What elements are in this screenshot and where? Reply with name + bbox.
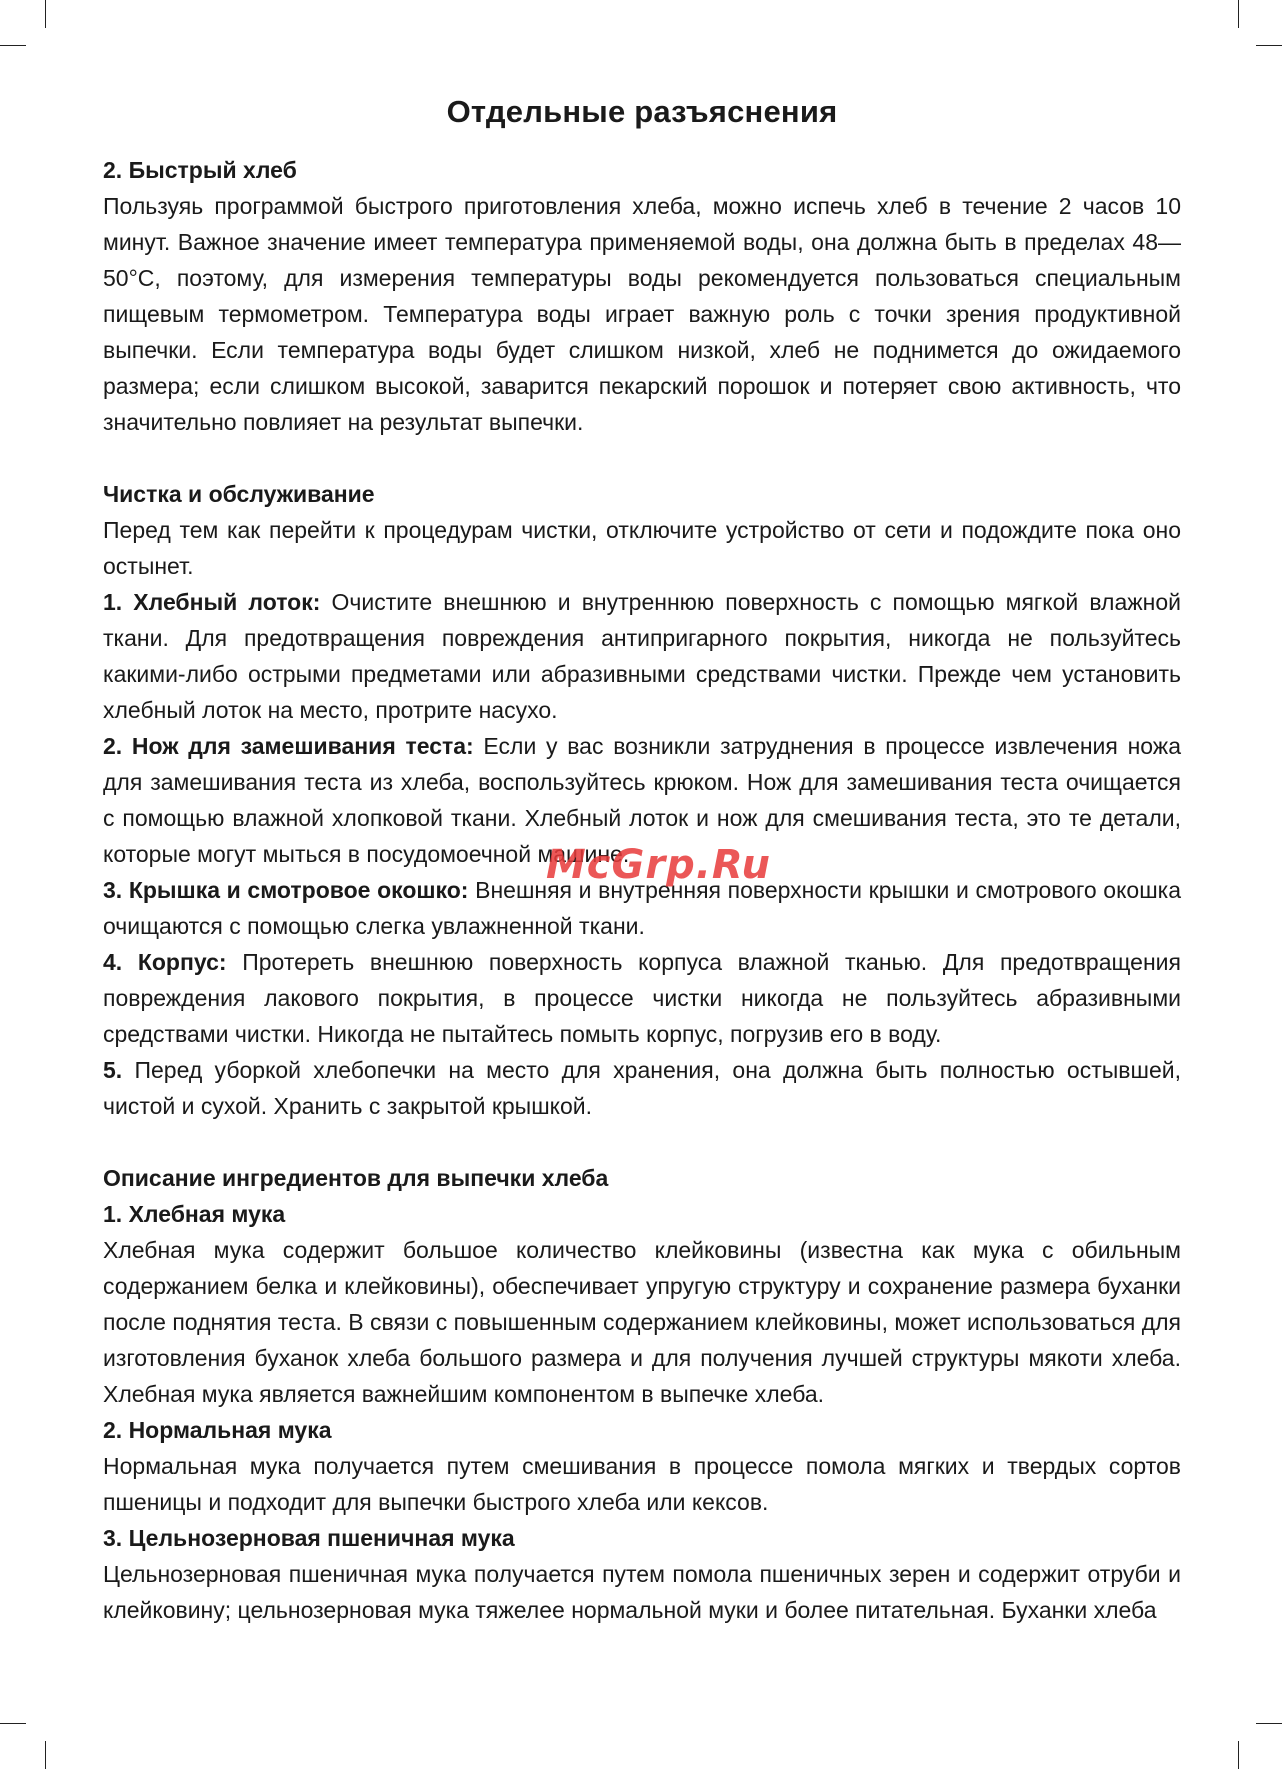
paragraph: Нормальная мука получается путем смешивания в процессе помола мягких и твердых сортов пшеницы и подходит для выпечки быстрого хлеба или кексов. [103,1453,1181,1515]
paragraph: Пользуяь программой быстрого приготовления хлеба, можно испечь хлеб в течение 2 часов 10 минут. Важное значение имеет температура применяемой воды, она должна быть в пределах 48—50°С, поэтому, для измерения температуры воды рекомендуется пользоваться специальным пищевым термометром. Температура воды играет важную роль с точки зрения продуктивной выпечки. Если температура воды будет слишком низкой, хлеб не поднимется до ожидаемого размера; если слишком высокой, заварится пекарский порошок и потеряет свою активность, что значительно повлияет на результат выпечки. [103,193,1181,435]
paragraph: 5. Перед уборкой хлебопечки на место для хранения, она должна быть полностью остывшей, чистой и сухой. Хранить с закрытой крышкой. [103,1057,1181,1119]
crop-mark [1256,1723,1282,1724]
paragraph-lead: 4. Корпус: [103,949,227,975]
paragraph: Перед тем как перейти к процедурам чистки, отключите устройство от сети и подождите пока оно остынет. [103,517,1181,579]
subsection-heading: 2. Нормальная мука [103,1417,332,1443]
paragraph-lead: 3. Крышка и смотровое окошко: [103,877,469,903]
section-ingredients [103,1160,1181,1628]
paragraph: Цельнозерновая пшеничная мука получается путем помола пшеничных зерен и содержит отруби и клейковину; цельнозерновая мука тяжелее нормальной муки и более питательная. Буханки хлеба [103,1561,1181,1623]
section-cleaning [103,476,1181,1124]
crop-mark [1238,0,1239,28]
page-title: Отдельные разъяснения [446,94,838,129]
section-heading: Чистка и обслуживание [103,481,375,507]
paragraph: Хлебная мука содержит большое количество клейковины (известна как мука с обильным содержанием белка и клейковины), обеспечивает упругую структуру и сохранение размера буханки после поднятия теста. В связи с повышенным содержанием клейковины, может использоваться для изготовления буханок хлеба большого размера и для получения лучшей структуры мякоти хлеба. Хлебная мука является важнейшим компонентом в выпечке хлеба. [103,1237,1182,1407]
crop-mark [1256,45,1282,46]
subsection-heading: 1. Хлебная мука [103,1201,286,1227]
paragraph-lead: 2. Нож для замешивания теста: [103,733,474,759]
crop-mark [45,1741,46,1769]
paragraph: 1. Хлебный лоток: Очистите внешнюю и внутреннюю поверхность с помощью мягкой влажной ткани. Для предотвращения повреждения антипригарного покрытия, никогда не пользуйтесь какими-либо острыми предметами или абразивными средствами чистки. Прежде чем установить хлебный лоток на место, протрите насухо. [103,589,1181,723]
paragraph: 4. Корпус: Протереть внешнюю поверхность корпуса влажной тканью. Для предотвращения повреждения лакового покрытия, в процессе чистки никогда не пользуйтесь абразивными средствами чистки. Никогда не пытайтесь помыть корпус, погрузив его в воду. [103,949,1181,1047]
paragraph-lead: 5. [103,1057,123,1083]
crop-mark [0,45,26,46]
section-heading: Описание ингредиентов для выпечки хлеба [103,1165,609,1191]
crop-mark [1238,1741,1239,1769]
paragraph: 2. Нож для замешивания теста: Если у вас возникли затруднения в процессе извлечения ножа для замешивания теста из хлеба, воспользуйтесь крюком. Нож для замешивания теста очищается с помощью влажной хлопковой ткани. Хлебный лоток и нож для смешивания теста, это те детали, которые могут мыться в посудомоечной машине. [103,733,1181,867]
section-heading: 2. Быстрый хлеб [103,157,297,183]
paragraph: 3. Крышка и смотровое окошко: Внешняя и внутренняя поверхности крышки и смотрового окошка очищаются с помощью слегка увлажненной ткани. [103,877,1182,939]
crop-mark [45,0,46,28]
watermark-text: McGrp.Ru [546,842,771,888]
section-quick-bread [103,152,1181,440]
paragraph-lead: 1. Хлебный лоток: [103,589,321,615]
crop-mark [0,1723,26,1724]
subsection-heading: 3. Цельнозерновая пшеничная мука [103,1525,515,1551]
